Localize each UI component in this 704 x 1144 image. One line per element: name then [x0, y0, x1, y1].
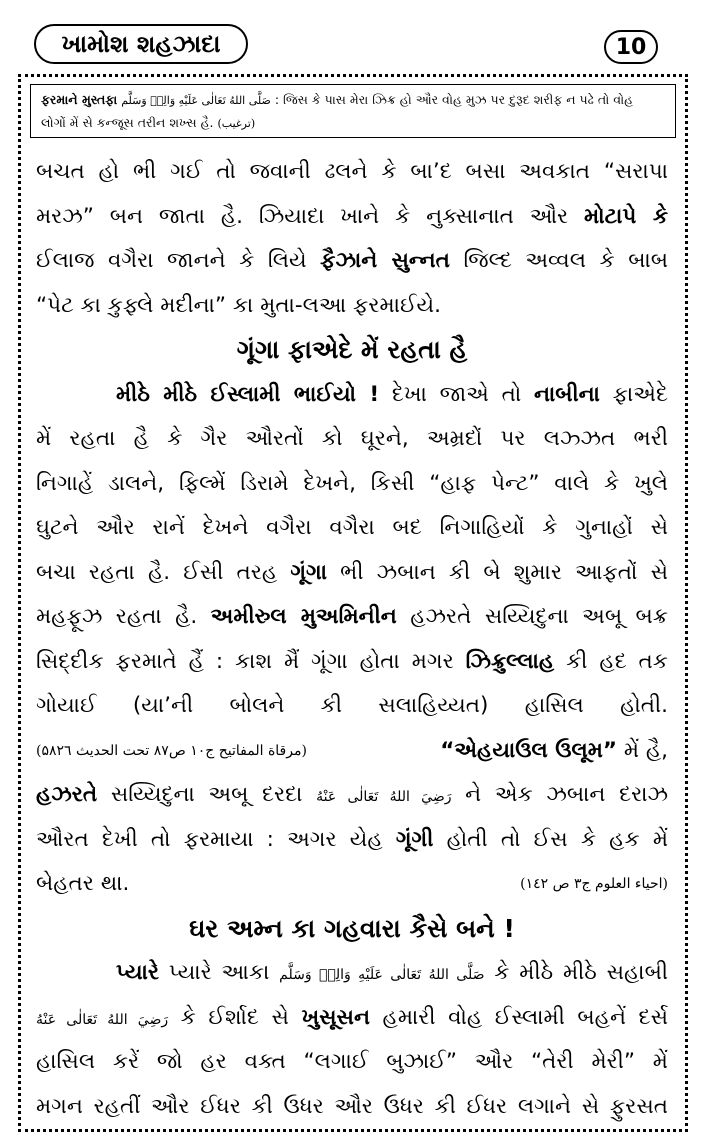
- text-line-3: ઈલાજ વગૈરા જાનને કે લિયે ફૈઝાને સુન્નત જિલ્દ અવ્વલ કે બાબ: [36, 248, 668, 273]
- text-line-11: સિદ્દીક ફરમાતે હૈં : કાશ મૈં ગૂંગા હોતા મગર ઝિક્રુલ્લાહ કી હદ તક: [36, 648, 668, 674]
- text-line-2: મરઝ” બન જાતા હૈ. ઝિયાદા ખાને કે નુક્સાનાત ઔર મોટાપે કે: [36, 203, 668, 229]
- text-line-9: બચા રહતા હૈ. ઈસી તરહ ગૂંગા ભી ઝબાન કી બે શુમાર આફતોં સે: [36, 559, 668, 585]
- text-line-19: હાસિલ કરેં જો હર વક્ત “લગાઈ બુઝાઈ” ઔર “તેરી મેરી” મેં: [36, 1049, 668, 1074]
- text-line-15: ઔરત દેખી તો ફરમાયા : અગર યેહ ગૂંગી હોતી તો ઈસ કે હક મેં: [36, 826, 668, 852]
- text-line-4: “પેટ કા કુફ્લે મદીના” કા મુતા-લઆ ફરમાઈયે.: [36, 292, 441, 318]
- text-line-16: બેહતર થા. (احياء العلوم ج٣ ص ١٤٢): [36, 871, 668, 896]
- farmaan-text-2: લોગોં મેં સે કન્જૂસ તરીન શખ્સ હૈ.: [41, 115, 214, 130]
- text-line-6: મેં રહતા હૈ કે ગૈર ઔરતોં કો ઘૂરને, અમ્રદોં પર લઝ્ઝત ભરી: [36, 426, 668, 451]
- text-line-13: (مرقاة المفاتيح ج۱۰ ص۸۷ تحت الحديث ۵۸۲٦) “એહયાઉલ ઉલૂમ” મેં હૈ,: [36, 737, 668, 763]
- farmaan-box: [30, 84, 676, 138]
- page-number: 10: [604, 30, 658, 64]
- farmaan-label: ફરમાને મુસ્તફા: [41, 92, 118, 107]
- farmaan-source: (ترغيب): [217, 117, 256, 130]
- text-line-5: મીઠે મીઠે ઈસ્લામી ભાઈયો ! દેખા જાએ તો નાબીના ફાએદે: [116, 381, 668, 407]
- farmaan-honorific: صَلَّى اللهُ تَعَالٰى عَلَيْهِ وَالِهٖ وَسَلَّم: [121, 94, 271, 107]
- text-line-12: ગોયાઈ (યા’ની બોલને કી સલાહિય્યત) હાસિલ હોતી.: [36, 693, 668, 718]
- farmaan-text: : જિસ કે પાસ મેરા ઝિક્ર હો ઔર વોહ મુઝ પર દુરૂદ શરીફ ન પઢે તો વોહ: [274, 92, 634, 107]
- text-line-10: મહફૂઝ રહતા હૈ. અમીરુલ મુઅમિનીન હઝરતે સય્યિદુના અબૂ બક્ર: [36, 604, 668, 629]
- reference-ihya: (احياء العلوم ج٣ ص ١٤٢): [520, 876, 668, 893]
- text-line-20: મગન રહતીં ઔર ઈધર કી ઉધર ઔર ઉધર કી ઈધર લગાને સે ફુરસત: [36, 1093, 668, 1119]
- text-line-7: નિગાહેં ડાલને, ફિલ્મેં ડિરામે દેખને, કિસી “હાફ પેન્ટ” વાલે કે ખુલે: [36, 470, 668, 496]
- book-title: ખામોશ શહઝાદા: [34, 24, 248, 64]
- section-heading-1: ગૂંગા ફાએદે મેં રહતા હૈ: [236, 335, 468, 364]
- text-line-8: ઘુટને ઔર રાનેં દેખને વગૈરા વગૈરા બદ નિગાહિયોં કે ગુનાહોં સે: [36, 515, 668, 540]
- section-heading-2: ઘર અમ્ન કા ગહવારા કૈસે બને !: [189, 913, 515, 943]
- text-line-1: બચત હો ભી ગઈ તો જવાની ઢલને કે બા’દ બસા અવકાત “સરાપા: [36, 159, 668, 184]
- main-text: [36, 150, 668, 1129]
- text-line-18: رَضِيَ اللهُ تَعَالٰى عَنْهُ કે ઈર્શાદ સે ખુસૂસન હમારી વોહ ઈસ્લામી બહનેં દર્સ: [36, 1004, 668, 1030]
- reference-mirqat: (مرقاة المفاتيح ج۱۰ ص۸۷ تحت الحديث ۵۸۲٦): [36, 742, 307, 759]
- text-line-17: પ્યારે પ્યારે આકા صَلَّى اللهُ تَعَالٰى عَلَيْهِ وَالِهٖ وَسَلَّم કે મીઠે મીઠે સહાબી: [116, 960, 668, 985]
- text-line-14: હઝરતે સય્યિદુના અબૂ દરદા رَضِيَ اللهُ تَعَالٰى عَنْهُ ને એક ઝબાન દરાઝ: [36, 782, 668, 807]
